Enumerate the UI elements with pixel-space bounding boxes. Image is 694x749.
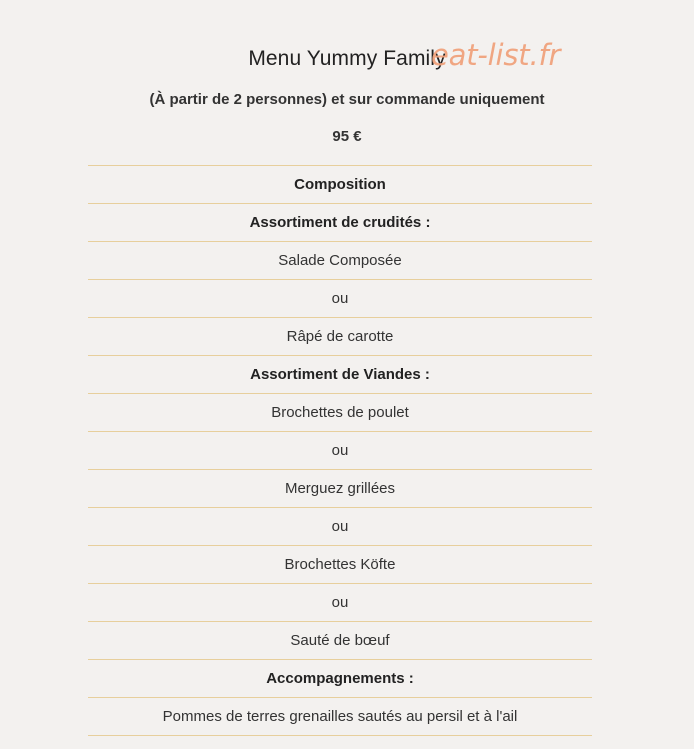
table-row: Salade Composée [88, 242, 592, 280]
table-row-composition: Composition [88, 166, 592, 204]
table-row: ou [88, 508, 592, 546]
menu-title: Menu Yummy Family [248, 47, 446, 70]
table-row-viandes-heading: Assortiment de Viandes : [88, 356, 592, 394]
table-row: ou [88, 432, 592, 470]
table-row: Brochettes Köfte [88, 546, 592, 584]
table-row: ou [88, 584, 592, 622]
menu-price: 95 € [332, 128, 362, 145]
menu-composition-table [88, 165, 592, 736]
table-row: Sauté de bœuf [88, 622, 592, 660]
table-row: Râpé de carotte [88, 318, 592, 356]
table-row: ou [88, 280, 592, 318]
table-row: Merguez grillées [88, 470, 592, 508]
table-row-accompagnements-heading: Accompagnements : [88, 660, 592, 698]
menu-subtitle: (À partir de 2 personnes) et sur commande uniquement [149, 91, 545, 108]
table-row: Brochettes de poulet [88, 394, 592, 432]
watermark-logo: eat-list.fr [431, 38, 561, 72]
table-row-crudites-heading: Assortiment de crudités : [88, 204, 592, 242]
table-row: Pommes de terres grenailles sautés au persil et à l'ail [88, 698, 592, 736]
